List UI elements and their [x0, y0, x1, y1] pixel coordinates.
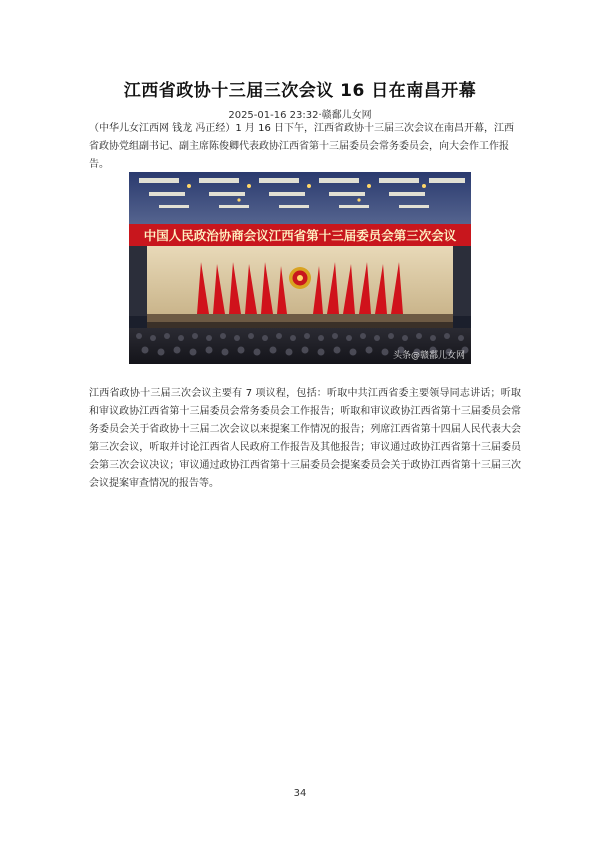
page-number: 34 — [293, 788, 307, 799]
article-body-paragraph: 江西省政协十三届三次会议主要有 7 项议程，包括：听取中共江西省委主要领导同志讲话；听取和审议政协江西省第十三届委员会常务委员会工作报告；听取和审议政协江西省第十三届委员会常务委员会关于省政协十三届二次会议以来提案工作情况的报告；列席江西省第十四届人民代表大会第三次会议，听取并讨论江西省人民政府工作报告及其他报告；审议通过政协江西省第十三届委员会第三次会议决议；审议通过政协江西省第十三届委员会提案委员会关于政协江西省第十三届三次会议提案审查情况的报告等。 — [89, 388, 521, 489]
article-title: 江西省政协十三届三次会议 16 日在南昌开幕 — [123, 81, 477, 101]
banner-text: 中国人民政治协商会议江西省第十三届委员会第三次会议 — [143, 228, 457, 243]
conference-photo — [129, 172, 471, 364]
cppcc-emblem-icon — [289, 267, 311, 289]
article-meta: 2025-01-16 23:32·赣鄱儿女网 — [228, 110, 372, 121]
article-lead-paragraph: （中华儿女江西网 钱龙 冯正经）1 月 16 日下午，江西省政协十三届三次会议在南昌开幕，江西省政协党组副书记、副主席陈俊卿代表政协江西省第十三届委员会常务委员会，向大会作工作报告。 — [89, 123, 514, 170]
photo-watermark: 头条@赣鄱儿女网 — [392, 351, 465, 361]
